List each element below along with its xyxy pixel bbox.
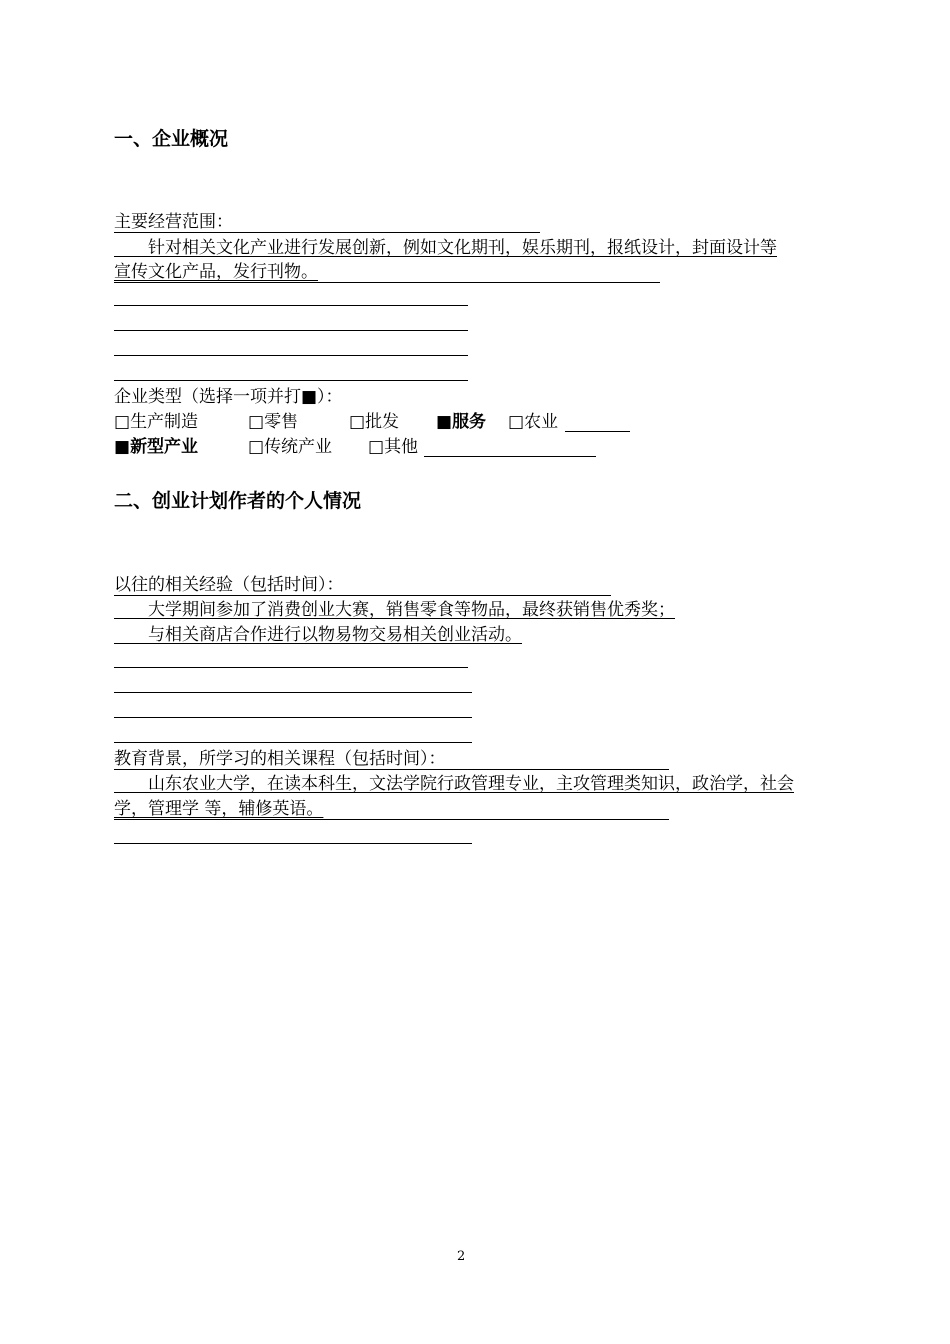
option-label: 服务 bbox=[452, 412, 487, 432]
section-1-heading: 一、企业概况 bbox=[114, 128, 229, 150]
blank-line bbox=[114, 330, 468, 331]
blank-line bbox=[114, 769, 669, 770]
option-traditional-industry[interactable] bbox=[248, 436, 332, 458]
blank-line bbox=[114, 380, 468, 381]
checkbox-icon: □ bbox=[114, 412, 131, 432]
checkbox-icon: □ bbox=[349, 412, 366, 432]
blank-line bbox=[114, 717, 472, 718]
blank-line bbox=[424, 456, 596, 457]
option-wholesale[interactable] bbox=[349, 411, 399, 433]
enterprise-type-label: 企业类型（选择一项并打■）： bbox=[114, 387, 343, 407]
option-service[interactable] bbox=[436, 411, 486, 433]
checkbox-icon: □ bbox=[248, 437, 265, 457]
business-scope-line-2: 宣传文化产品，发行刊物。 bbox=[114, 262, 318, 282]
experience-line-2 bbox=[114, 624, 522, 646]
option-label: 新型产业 bbox=[130, 437, 199, 457]
checked-box-icon: ■ bbox=[436, 412, 453, 432]
section-2-heading: 二、创业计划作者的个人情况 bbox=[114, 490, 362, 512]
business-scope-line-1 bbox=[114, 237, 777, 259]
option-manufacturing[interactable] bbox=[114, 411, 198, 433]
blank-line bbox=[114, 843, 472, 844]
option-other[interactable] bbox=[368, 436, 418, 458]
page-number: 2 bbox=[457, 1249, 466, 1264]
blank-line bbox=[114, 595, 611, 596]
experience-line-1 bbox=[114, 599, 675, 621]
experience-text-2: 与相关商店合作进行以物易物交易相关创业活动。 bbox=[148, 625, 522, 645]
blank-line bbox=[114, 667, 468, 668]
blank-line bbox=[114, 819, 669, 820]
option-new-industry[interactable] bbox=[114, 436, 198, 458]
option-label: 生产制造 bbox=[130, 412, 199, 432]
option-label: 零售 bbox=[264, 412, 299, 432]
blank-line bbox=[114, 742, 472, 743]
business-scope-label: 主要经营范围： bbox=[114, 212, 233, 232]
experience-label: 以往的相关经验（包括时间）： bbox=[114, 575, 344, 595]
option-label: 传统产业 bbox=[264, 437, 333, 457]
education-line-2: 学，管理学 等，辅修英语。 bbox=[114, 799, 324, 819]
option-label: 其他 bbox=[384, 437, 419, 457]
option-retail[interactable] bbox=[248, 411, 298, 433]
blank-line bbox=[114, 692, 472, 693]
checkbox-icon: □ bbox=[248, 412, 265, 432]
checked-box-icon: ■ bbox=[114, 437, 131, 457]
blank-line bbox=[114, 305, 468, 306]
blank-line bbox=[114, 282, 660, 283]
education-text-1: 山东农业大学，在读本科生，文法学院行政管理专业，主攻管理类知识，政治学，社会 bbox=[148, 774, 794, 794]
checkbox-icon: □ bbox=[368, 437, 385, 457]
education-label: 教育背景，所学习的相关课程（包括时间）： bbox=[114, 749, 446, 769]
blank-line bbox=[565, 431, 630, 432]
option-label: 农业 bbox=[524, 412, 559, 432]
blank-line bbox=[114, 355, 468, 356]
education-line-1 bbox=[114, 773, 794, 795]
business-scope-text-1: 针对相关文化产业进行发展创新，例如文化期刊，娱乐期刊，报纸设计，封面设计等 bbox=[148, 238, 777, 258]
experience-text-1: 大学期间参加了消费创业大赛，销售零食等物品，最终获销售优秀奖； bbox=[148, 600, 675, 620]
blank-line bbox=[114, 232, 540, 233]
checkbox-icon: □ bbox=[508, 412, 525, 432]
option-agriculture[interactable] bbox=[508, 411, 558, 433]
option-label: 批发 bbox=[365, 412, 400, 432]
